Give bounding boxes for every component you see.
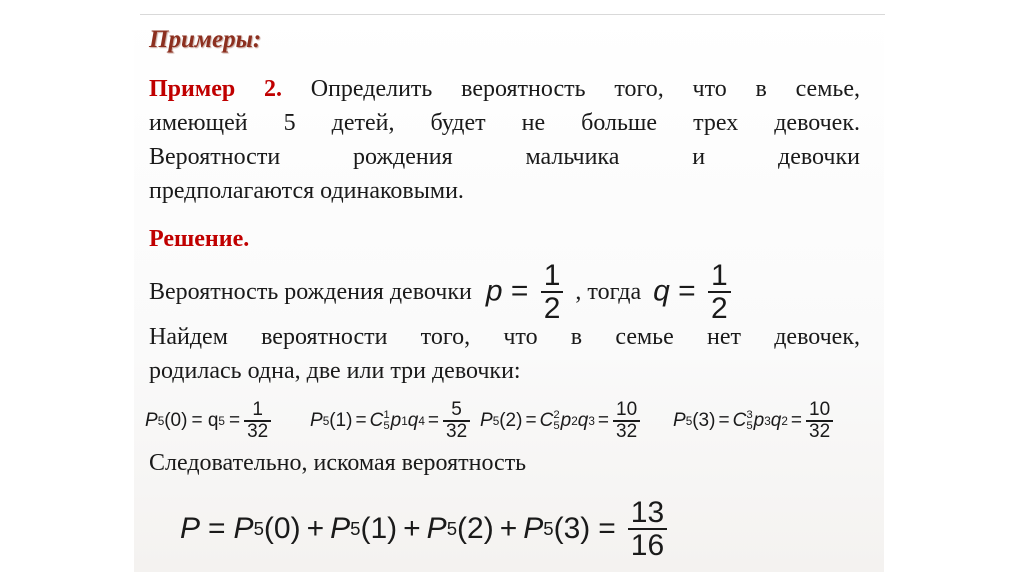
find-line-1: Найдем вероятности того, что в семье нет девочек,: [149, 324, 860, 350]
example-label: Пример 2.: [149, 76, 282, 102]
find-text: [149, 320, 860, 388]
conclusion-text: Следовательно, искомая вероятность: [149, 450, 527, 476]
formula-p5-2: P 5 (2) = C 2 5 p 2 q 3 = $\frac{10}{32}$: [480, 392, 644, 450]
problem-line-3: Вероятности рождения мальчика и девочки: [149, 144, 860, 170]
formula-p5-3: P 5 (3) = C 3 5 p 3 q 2 = $\frac{10}{32}$: [673, 392, 837, 450]
formula-p5-0: P 5 (0) = q 5 = $\frac{1}{32}$: [145, 392, 275, 450]
q-fraction: $\frac{1}{2}$: [708, 260, 731, 325]
formula-row: [145, 392, 865, 450]
problem-line-2: имеющей 5 детей, будет не больше трех девочек.: [149, 110, 860, 136]
solution-label: Решение.: [149, 226, 250, 252]
q-variable: q: [653, 273, 670, 307]
problem-line-1: Пример 2. Определить вероятность того, что в семье,: [149, 76, 860, 102]
top-divider: [140, 14, 885, 15]
final-formula: P = P 5 (0) + P 5 (1) + P 5 (2) + P 5 (3) = $\frac{13}{16}$: [180, 493, 671, 565]
find-line-2: родилась одна, две или три девочки:: [149, 358, 521, 384]
problem-line-4: предполагаются одинаковыми.: [149, 178, 464, 204]
problem-statement: [149, 72, 860, 208]
slide-heading: Примеры:: [149, 26, 262, 53]
p-variable: p: [485, 273, 503, 307]
probability-line: Вероятность рождения девочки p = $\frac{1}{2}$ , тогда q = $\frac{1}{2}$: [149, 258, 735, 326]
formula-p5-1: P 5 (1) = C 1 5 p 1 q 4 = $\frac{5}{32}$: [310, 392, 474, 450]
final-fraction: $\frac{13}{16}$: [628, 497, 667, 562]
p-fraction: $\frac{1}{2}$: [541, 260, 564, 325]
